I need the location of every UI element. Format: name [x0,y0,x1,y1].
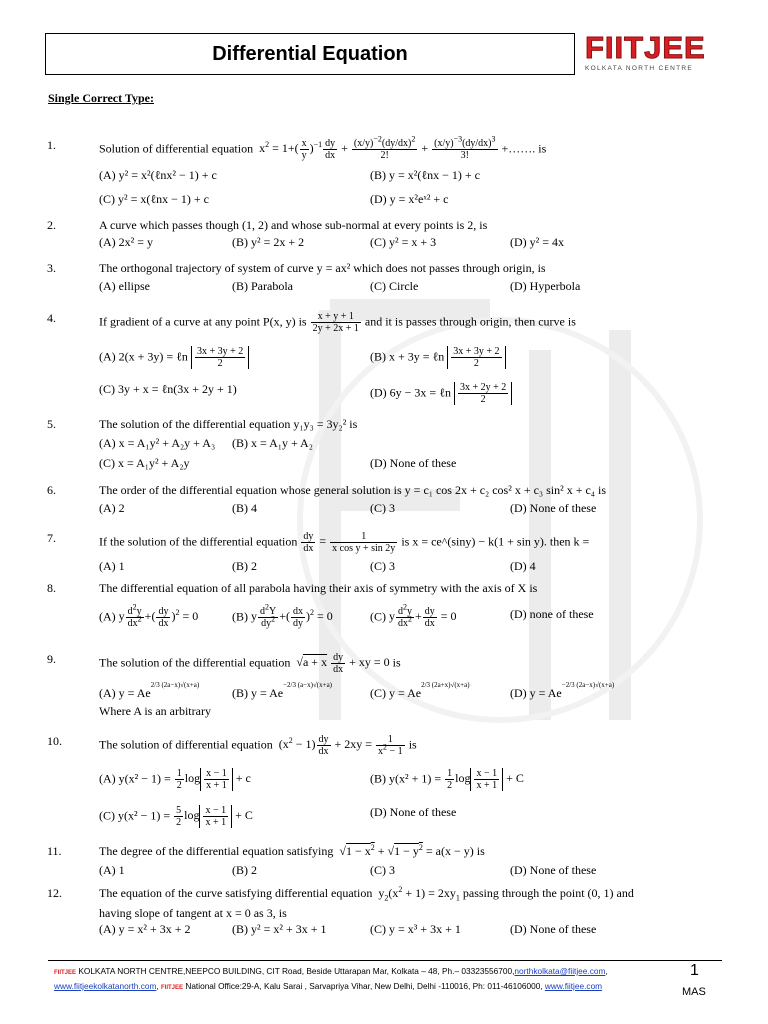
option-c[interactable]: (C) y $\frac{d^2y}{dx^2}$ + $\frac{dy}{dx}$ = 0 [370,602,457,629]
question-number: 12. [47,886,62,900]
option-d[interactable]: (D) $y = Ae^{-2/3 (2a-x)√(x+a)}$ [510,681,615,700]
page-number: 1 [690,962,699,979]
footer-brand: FIITJEE [161,985,184,991]
equation: $\frac{dy}{dx}$ = $\frac{1}{\text{x cos y + sin 2y}}$ [303,531,396,554]
footer-line-1: FIITJEE KOLKATA NORTH CENTRE,NEEPCO BUILDING, CIT Road, Beside Uttarapan Mar, Kolkata – 48, Ph.– 03323556700,northkolkata@fiitjee.com, [54,966,608,976]
option-a[interactable]: (A) 1 [99,863,125,877]
option-a[interactable]: (A) 2(x + 3y) = ℓn $\frac{3x + 3y + 2}{2}$ [99,346,249,369]
option-d[interactable]: (D) None of these [510,863,597,877]
question-number: 5. [47,417,56,431]
option-b[interactable]: (B) Parabola [232,279,293,293]
option-a[interactable]: (A) $y = Ae^{2/3 (2a-x)√(x+a)}$ [99,681,200,700]
option-d[interactable]: (D) None of these [370,456,457,470]
question-number: 1. [47,138,56,152]
equation: $y_2(x^2 + 1) = 2xy_1$ [375,885,460,903]
option-a[interactable]: (A) y $\frac{d^2y}{dx^2}$ +( $\frac{dy}{dx}$ )$^2$ = 0 [99,602,199,629]
document-code: MAS [682,986,706,998]
footer-line-2: www.fiitjeekolkatanorth.com, FIITJEE National Office:29-A, Kalu Sarai , Sarvapriya Vihar, New Delhi, Delhi -110016, Ph: 011-46106000, www.fiitjee.com [54,981,603,991]
option-d[interactable]: (D) 6y − 3x = ℓn $\frac{3x + 2y + 2}{2}$ [370,382,512,405]
option-c[interactable]: (C) 3 [370,559,395,573]
option-c[interactable]: (C) $y = Ae^{2/3 (2a+x)√(x+a)}$ [370,681,470,700]
question-number: 4. [47,311,56,325]
question-stem: The solution of the differential equation y₁y₃ = 3y₂² is [99,417,358,431]
equation: $x^2 = 1+$( $\frac{x}{y}$ )$^{-1}$ $\frac{dy}{dx}$ + $\frac{(x/y)^{-2}(dy/dx)^2}{2!}$ + $\frac{(x/y)^{-3}(dy/dx)^3}{3!}$ [256,134,496,161]
question-number: 6. [47,483,56,497]
footer-brand: FIITJEE [54,970,77,976]
page-title: Differential Equation [212,42,408,65]
option-b[interactable]: (B) 2 [232,559,257,573]
option-d[interactable]: (D) Hyperbola [510,279,581,293]
option-b[interactable]: (B) x = A₁y + A₂ [232,436,313,450]
question-stem: The orthogonal trajectory of system of curve y = ax² which does not passes through origin, is [99,261,546,275]
option-a[interactable]: (A) y = x² + 3x + 2 [99,922,191,936]
option-d[interactable]: (D) None of these [370,805,457,819]
option-b[interactable]: (B) 4 [232,501,257,515]
option-c[interactable]: (C) Circle [370,279,419,293]
option-a[interactable]: (A) 2 [99,501,125,515]
logo-text: FIITJEE [585,30,706,65]
option-b[interactable]: (B) y = x²(ℓnx − 1) + c [370,168,480,182]
question-note: Where A is an arbitrary [99,704,211,718]
question-stem: The solution of differential equation $(x^2 - 1)$ $\frac{dy}{dx}$ + 2xy = $\frac{1}{x^2 - 1}$ is [99,734,417,757]
question-number: 9. [47,652,56,666]
option-b[interactable]: (B) x + 3y = ℓn $\frac{3x + 3y + 2}{2}$ [370,346,506,369]
footer-website-link[interactable]: www.fiitjeekolkatanorth.com [54,981,157,991]
option-b[interactable]: (B) y(x² + 1) = $\frac{1}{2}$ log $\frac{x - 1}{x + 1}$ + C [370,768,524,791]
option-c[interactable]: (C) y² = x + 3 [370,235,437,249]
section-title: Single Correct Type: [48,91,154,105]
option-a[interactable]: (A) 1 [99,559,125,573]
option-d[interactable]: (D) None of these [510,922,597,936]
option-b[interactable]: (B) 2 [232,863,257,877]
question-stem: The degree of the differential equation satisfying $√1 - x^2 + √1 - y^2 = a(x - y)$ is [99,843,485,858]
logo-subtext: KOLKATA NORTH CENTRE [585,65,693,72]
question-number: 2. [47,218,56,232]
footer-email-link[interactable]: northkolkata@fiitjee.com [514,966,606,976]
question-stem: The order of the differential equation whose general solution is y = c₁ cos 2x + c₂ cos² x + c₃ sin² x + c₄ is [99,483,606,497]
question-number: 11. [47,844,62,858]
option-c[interactable]: (C) 3y + x = ℓn(3x + 2y + 1) [99,382,237,396]
question-number: 3. [47,261,56,275]
question-stem: The equation of the curve satisfying differential equation $y_2(x^2 + 1) = 2xy_1$ passing through the point (0, 1) and [99,885,634,903]
option-d[interactable]: (D) 4 [510,559,536,573]
option-a[interactable]: (A) ellipse [99,279,150,293]
option-a[interactable]: (A) y² = x²(ℓnx² − 1) + c [99,168,217,182]
option-c[interactable]: (C) x = A₁y² + A₂y [99,456,190,470]
question-number: 8. [47,581,56,595]
option-d[interactable]: (D) y = x²eˣ² + c [370,192,449,206]
option-a[interactable]: (A) y(x² − 1) = $\frac{1}{2}$ log $\frac{x - 1}{x + 1}$ + c [99,768,251,791]
option-d[interactable]: (D) none of these [510,607,594,621]
gradient-fraction: $\frac{x + y + 1}{2y + 2x + 1}$ [312,311,359,334]
option-c[interactable]: (C) 3 [370,863,395,877]
option-b[interactable]: (B) y $\frac{d^2Y}{dy^2}$ +( $\frac{dx}{dy}$ )$^2$ = 0 [232,602,333,629]
option-a[interactable]: (A) x = A₁y² + A₂y + A₃ [99,436,216,450]
option-c[interactable]: (C) 3 [370,501,395,515]
question-stem: If gradient of a curve at any point P(x, y) is $\frac{x + y + 1}{2y + 2x + 1}$ and it is passes through origin, then curve is [99,311,576,334]
question-number: 10. [47,734,62,748]
footer-national-office: National Office:29-A, Kalu Sarai , Sarvapriya Vihar, New Delhi, Delhi -110016, Ph: 011-46106000, [185,981,543,991]
equation: $(x^2 - 1)$ $\frac{dy}{dx}$ + 2xy = $\frac{1}{x^2 - 1}$ [275,734,403,757]
option-d[interactable]: (D) y² = 4x [510,235,565,249]
option-b[interactable]: (B) y² = x² + 3x + 1 [232,922,327,936]
question-stem: A curve which passes though (1, 2) and whose sub-normal at every points is 2, is [99,218,488,232]
fiitjee-logo [585,32,727,76]
title-box [45,33,575,75]
option-a[interactable]: (A) 2x² = y [99,235,154,249]
footer-address: KOLKATA NORTH CENTRE,NEEPCO BUILDING, CIT Road, Beside Uttarapan Mar, Kolkata – 48, Ph.– 03323556700, [78,966,515,976]
equation: $√1 - x^2 + √1 - y^2 = a(x - y)$ [336,843,474,858]
question-stem: The differential equation of all parabola having their axis of symmetry with the axis of X is [99,581,538,595]
option-c[interactable]: (C) y = x³ + 3x + 1 [370,922,461,936]
footer-fiitjee-link[interactable]: www.fiitjee.com [544,981,603,991]
option-d[interactable]: (D) None of these [510,501,597,515]
option-b[interactable]: (B) y² = 2x + 2 [232,235,305,249]
question-number: 7. [47,531,56,545]
question-stem: The solution of the differential equation √a + x $\frac{dy}{dx}$ + xy = 0 is [99,652,401,675]
question-stem: If the solution of the differential equation $\frac{dy}{dx}$ = $\frac{1}{\text{x cos y + sin 2y}}$ is x = ce^(siny) − k(1 + sin y). then k = [99,531,590,554]
equation: √a + x $\frac{dy}{dx}$ + xy = 0 [293,652,390,675]
question-stem-continued: having slope of tangent at x = 0 as 3, is [99,906,287,920]
footer-divider [48,960,722,961]
option-c[interactable]: (C) y(x² − 1) = $\frac{5}{2}$ log $\frac{x - 1}{x + 1}$ + C [99,805,253,828]
question-stem: Solution of differential equation $x^2 = 1+$( $\frac{x}{y}$ )$^{-1}$ $\frac{dy}{dx}$ + $\frac{(x/y)^{-2}(dy/dx)^2}{2!}$ + $\frac{(x/y)^{-3}(dy/dx)^3}{3!}$ +……. is [99,134,547,161]
option-b[interactable]: (B) $y = Ae^{-2/3 (a-x)√(x+a)}$ [232,681,333,700]
option-c[interactable]: (C) y² = x(ℓnx − 1) + c [99,192,209,206]
